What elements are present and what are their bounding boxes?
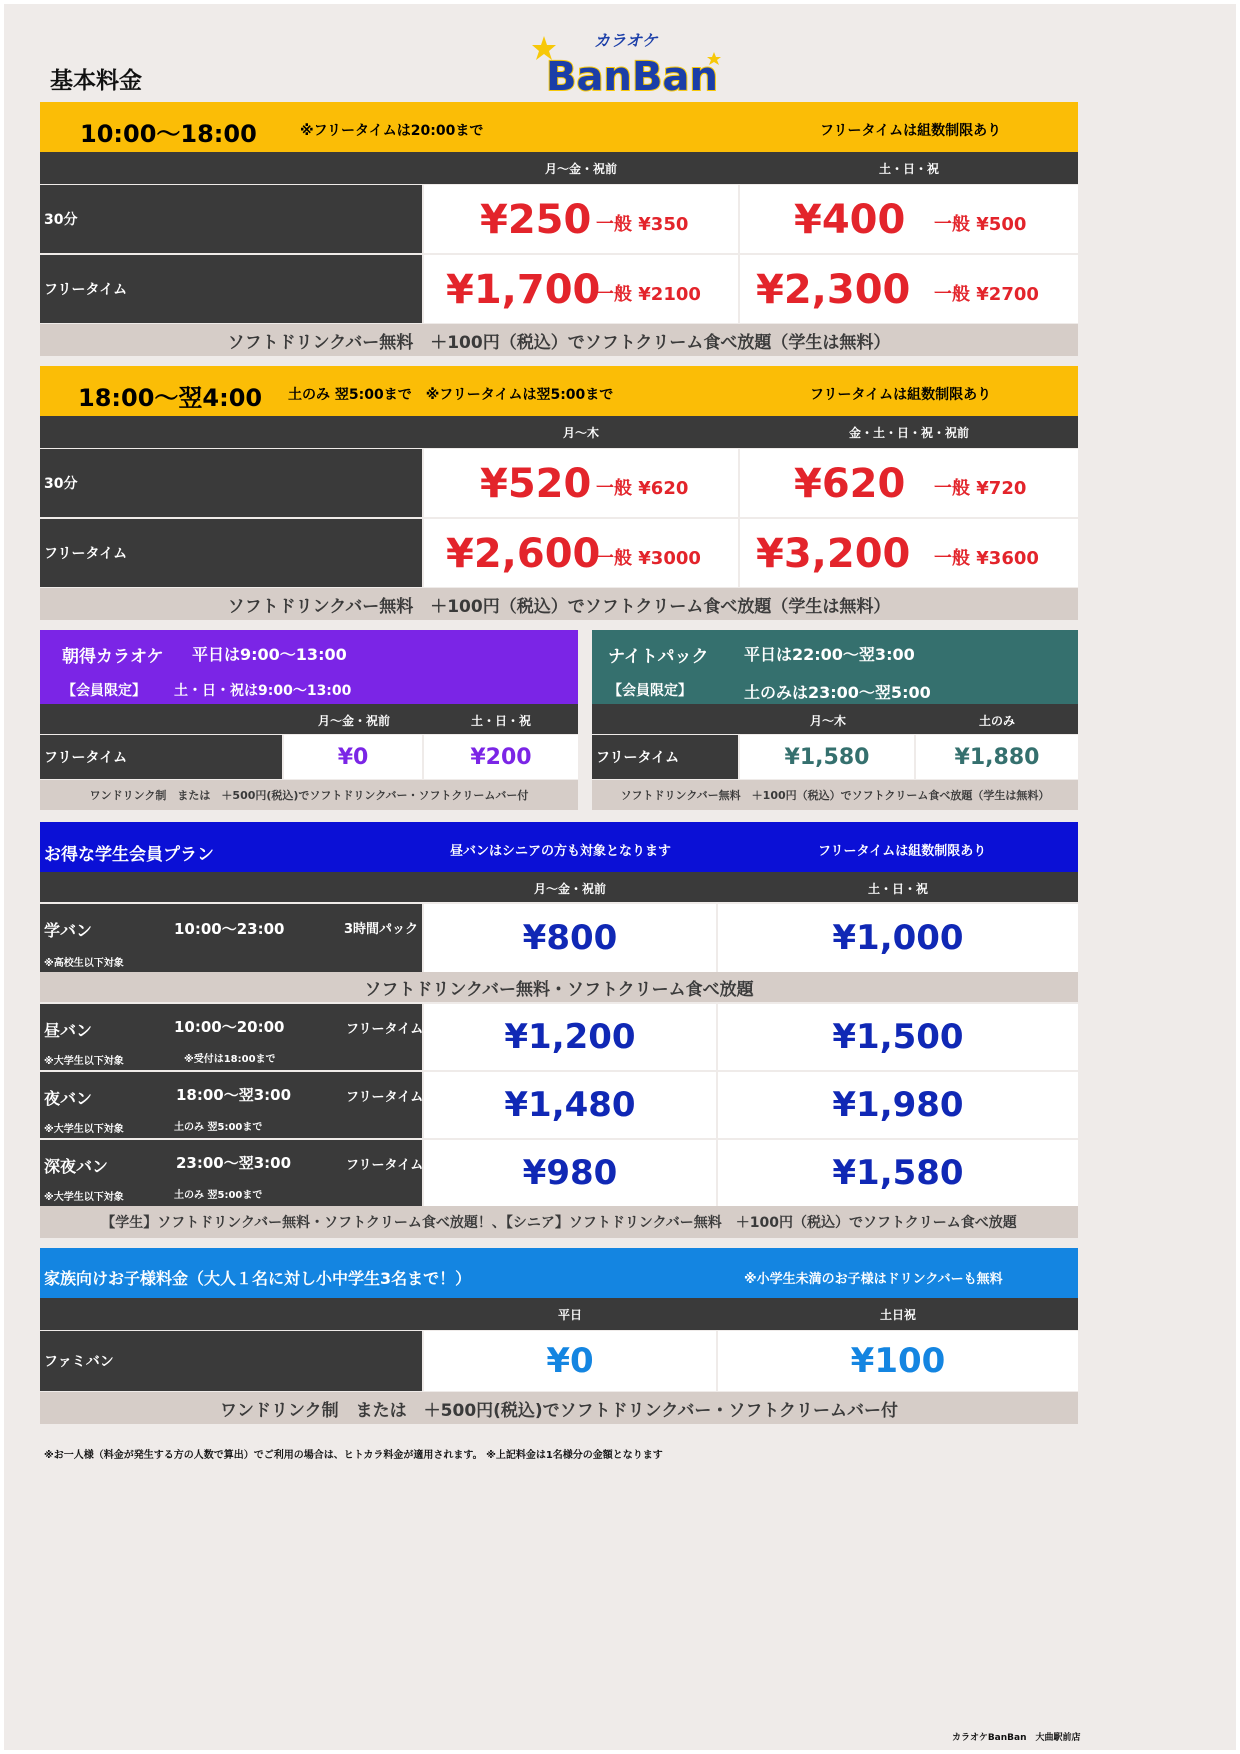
price: ¥1,000 (832, 918, 964, 958)
sec2-note: 土のみ 翌5:00まで ※フリータイムは翌5:00まで (288, 387, 614, 403)
plan-target: ※高校生以下対象 (44, 958, 124, 969)
sec1-time: 10:00～18:00 (80, 120, 257, 148)
plan-target: ※大学生以下対象 (44, 1124, 124, 1135)
svg-text:BanBan: BanBan (546, 54, 718, 100)
plan-extra: ※受付は18:00まで (184, 1054, 276, 1065)
yoruban-cell2 (718, 1072, 1078, 1138)
family-footer: ワンドリンク制 または ＋500円(税込)でソフトドリンクバー・ソフトクリームバー付 (40, 1392, 1078, 1424)
plan-type: 3時間パック (344, 922, 419, 937)
student-mid-footer: ソフトドリンクバー無料・ソフトクリーム食べ放題 (40, 972, 1078, 1002)
family-cell1 (424, 1331, 716, 1391)
night-line2: 土のみは23:00～翌5:00 (744, 683, 931, 702)
night-row-label: フリータイム (592, 735, 738, 779)
price: ¥3,200 (756, 531, 911, 577)
plan-name: 夜バン (44, 1089, 93, 1108)
night-cell2 (916, 735, 1078, 779)
shinyaban-cell2 (718, 1140, 1078, 1206)
family-row-label: ファミバン (40, 1331, 422, 1391)
price: ¥1,480 (504, 1085, 636, 1125)
price: ¥1,980 (832, 1085, 964, 1125)
family-title: 家族向けお子様料金（大人１名に対し小中学生3名まで！） (44, 1269, 472, 1288)
student-footer: 【学生】ソフトドリンクバー無料・ソフトクリーム食べ放題！、【シニア】ソフトドリンクバー無料 ＋100円（税込）でソフトクリーム食べ放題 (40, 1206, 1078, 1238)
plan-type: フリータイム (346, 1158, 424, 1173)
morning-col2: 土・日・祝 (470, 714, 531, 728)
hiruban-cell1 (424, 1004, 716, 1070)
bottom-note: ※お一人様（料金が発生する方の人数で算出）でご利用の場合は、ヒトカラ料金が適用されます。 ※上記料金は1名様分の金額となります (44, 1450, 663, 1461)
sec1-row1-label: 30分 (40, 185, 422, 253)
plan-time: 18:00～翌3:00 (176, 1086, 292, 1104)
night-line1: 平日は22:00～翌3:00 (744, 645, 915, 664)
hiruban-cell2 (718, 1004, 1078, 1070)
price: ¥620 (794, 461, 906, 507)
sec2-footer: ソフトドリンクバー無料 ＋100円（税込）でソフトクリーム食べ放題（学生は無料） (40, 588, 1078, 620)
student-col1: 月～金・祝前 (533, 882, 606, 896)
sec2-time: 18:00～翌4:00 (78, 384, 263, 412)
store-name: カラオケBanBan 大曲駅前店 (952, 1733, 1081, 1743)
price: ¥1,880 (954, 744, 1040, 770)
price: ¥2,600 (446, 531, 601, 577)
plan-time: 10:00～23:00 (174, 920, 285, 938)
family-note: ※小学生未満のお子様はドリンクバーも無料 (744, 1272, 1003, 1287)
sec1-row1-cell2 (740, 185, 1078, 253)
sec1-col1: 月～金・祝前 (544, 162, 617, 176)
general-price: 一般 ¥720 (934, 478, 1027, 499)
yoruban-cell1 (424, 1072, 716, 1138)
sec1-limit: フリータイムは組数制限あり (820, 123, 1002, 139)
sec2-row2-label: フリータイム (40, 519, 422, 587)
price: ¥0 (546, 1341, 594, 1381)
sec2-limit: フリータイムは組数制限あり (810, 387, 992, 403)
morning-title: 朝得カラオケ (62, 647, 164, 667)
morning-col1: 月～金・祝前 (317, 714, 390, 728)
plan-name: 学バン (44, 921, 93, 940)
family-cell2 (718, 1331, 1078, 1391)
student-col2: 土・日・祝 (867, 882, 928, 896)
price: ¥980 (522, 1153, 618, 1193)
plan-name: 昼バン (44, 1021, 93, 1040)
price: ¥1,200 (504, 1017, 636, 1057)
svg-text:カラオケ: カラオケ (594, 31, 658, 50)
student-limit: フリータイムは組数制限あり (818, 844, 987, 859)
general-price: 一般 ¥620 (596, 478, 689, 499)
family-col2: 土日祝 (879, 1308, 916, 1322)
general-price: 一般 ¥3000 (596, 548, 701, 569)
price-sheet (4, 4, 1236, 1750)
plan-extra: 土のみ 翌5:00まで (174, 1190, 263, 1201)
morning-line2: 土・日・祝は9:00～13:00 (174, 683, 352, 699)
price: ¥2,300 (756, 267, 911, 313)
price: ¥400 (794, 197, 906, 243)
price: ¥1,700 (446, 267, 601, 313)
morning-cell2 (424, 735, 578, 779)
plan-type: フリータイム (346, 1022, 424, 1037)
gakuban-cell2 (718, 904, 1078, 972)
night-title: ナイトパック (608, 647, 709, 667)
sec1-note: ※フリータイムは20:00まで (300, 123, 484, 139)
plan-time: 23:00～翌3:00 (176, 1154, 292, 1172)
price: ¥250 (480, 197, 592, 243)
sec1-footer: ソフトドリンクバー無料 ＋100円（税込）でソフトクリーム食べ放題（学生は無料） (40, 324, 1078, 356)
general-price: 一般 ¥3600 (934, 548, 1039, 569)
shinyaban-cell1 (424, 1140, 716, 1206)
price: ¥100 (850, 1341, 946, 1381)
night-col1: 月～木 (809, 714, 846, 728)
plan-name: 深夜バン (44, 1157, 109, 1176)
general-price: 一般 ¥500 (934, 214, 1027, 235)
student-title: お得な学生会員プラン (44, 845, 214, 865)
banban-logo (524, 22, 730, 104)
general-price: 一般 ¥2100 (596, 284, 701, 305)
plan-type: フリータイム (346, 1090, 424, 1105)
price: ¥800 (522, 918, 618, 958)
sec2-col1: 月～木 (562, 426, 599, 440)
price: ¥520 (480, 461, 592, 507)
student-note: 昼バンはシニアの方も対象となります (450, 844, 672, 859)
morning-line1: 平日は9:00～13:00 (192, 645, 347, 664)
morning-row-label: フリータイム (40, 735, 282, 779)
general-price: 一般 ¥2700 (934, 284, 1039, 305)
night-cell1 (740, 735, 914, 779)
price: ¥1,580 (832, 1153, 964, 1193)
night-col2: 土のみ (978, 714, 1015, 728)
sec2-row1-cell2 (740, 449, 1078, 517)
plan-time: 10:00～20:00 (174, 1018, 285, 1036)
plan-target: ※大学生以下対象 (44, 1192, 124, 1203)
morning-cell1 (284, 735, 422, 779)
general-price: 一般 ¥350 (596, 214, 689, 235)
plan-extra: 土のみ 翌5:00まで (174, 1122, 263, 1133)
price: ¥0 (337, 744, 369, 770)
night-member: 【会員限定】 (608, 683, 692, 699)
gakuban-cell1 (424, 904, 716, 972)
family-col1: 平日 (557, 1308, 582, 1322)
morning-footer: ワンドリンク制 または ＋500円(税込)でソフトドリンクバー・ソフトクリームバー付 (40, 780, 578, 810)
morning-member: 【会員限定】 (62, 683, 146, 699)
night-footer: ソフトドリンクバー無料 ＋100円（税込）でソフトクリーム食べ放題（学生は無料） (592, 780, 1078, 810)
sec1-row2-label: フリータイム (40, 255, 422, 323)
sec1-col2: 土・日・祝 (878, 162, 939, 176)
plan-target: ※大学生以下対象 (44, 1056, 124, 1067)
sec2-col2: 金・土・日・祝・祝前 (848, 426, 969, 440)
price: ¥1,500 (832, 1017, 964, 1057)
price: ¥1,580 (784, 744, 870, 770)
sec2-row1-label: 30分 (40, 449, 422, 517)
price: ¥200 (470, 744, 532, 770)
page-title: 基本料金 (50, 68, 142, 94)
